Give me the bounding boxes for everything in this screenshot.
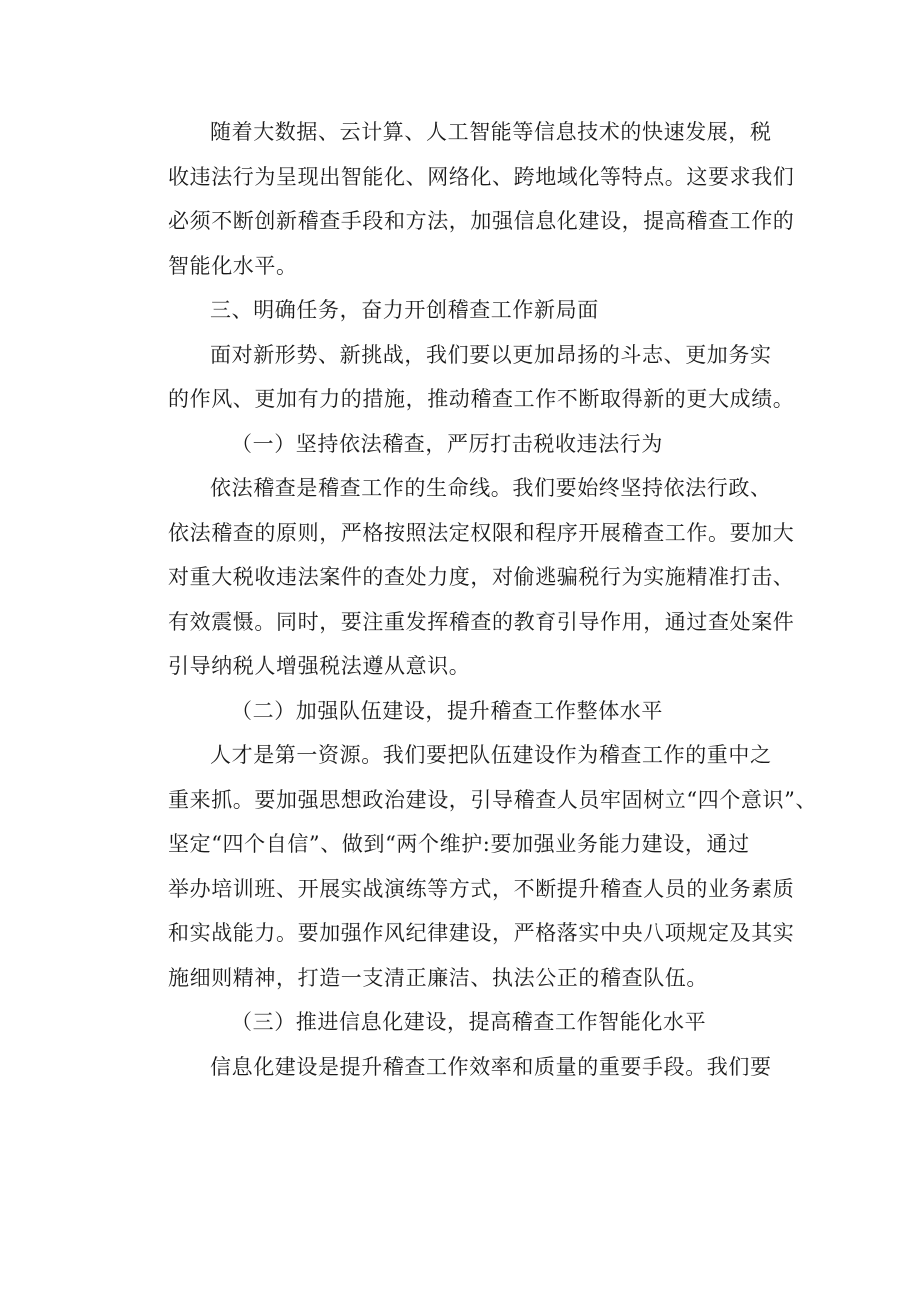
text-line: 面对新形势、新挑战，我们要以更加昂扬的斗志、更加务实 [210,342,772,367]
text-line: 必须不断创新稽查手段和方法，加强信息化建设，提高稽查工作的 [168,209,795,233]
text-line: 的作风、更加有力的措施，推动稽查工作不断取得新的更大成绩。 [168,387,795,411]
text-line: 坚定“四个自信”、做到“两个维护:要加强业务能力建设，通过 [168,832,750,856]
text-line: 和实战能力。要加强作风纪律建设，严格落实中央八项规定及其实 [168,921,795,945]
document-body [168,110,818,1089]
text-line: 有效震慑。同时，要注重发挥稽查的教育引导作用，通过查处案件 [168,609,795,634]
heading-line: （二）加强队伍建设，提升稽查工作整体水平 [231,698,663,723]
text-line: 收违法行为呈现出智能化、网络化、跨地域化等特点。这要求我们 [168,164,795,189]
paragraph-informatization-trend [168,110,795,288]
heading-line: （三）推进信息化建设，提高稽查工作智能化水平 [231,1010,707,1034]
section-heading-three [168,288,784,333]
heading-line: （一）坚持依法稽查，严厉打击税收违法行为 [231,431,663,456]
text-line: 重来抓。要加强思想政治建设，引导稽查人员牢固树立“四个意识”、 [168,787,818,812]
subheading-three [168,1000,784,1045]
text-line: 信息化建设是提升稽查工作效率和质量的重要手段。我们要 [210,1054,772,1079]
text-line: 人才是第一资源。我们要把队伍建设作为稽查工作的重中之 [210,743,772,767]
text-line: 举办培训班、开展实战演练等方式，不断提升稽查人员的业务素质 [168,876,795,901]
paragraph-new-challenges [168,333,795,422]
text-line: 依法稽查的原则，严格按照法定权限和程序开展稽查工作。要加大 [168,520,795,545]
subheading-one [168,422,784,467]
text-line: 引导纳税人增强税法遵从意识。 [168,654,471,678]
subheading-two [168,689,784,734]
paragraph-team-building [168,733,818,1000]
paragraph-law-based-inspection [168,466,795,689]
paragraph-informatization-construction [168,1045,784,1090]
text-line: 随着大数据、云计算、人工智能等信息技术的快速发展，税 [210,120,772,144]
text-line: 依法稽查是稽查工作的生命线。我们要始终坚持依法行政、 [210,476,772,500]
text-line: 施细则精神，打造一支清正廉洁、执法公正的稽查队伍。 [168,965,708,990]
text-line: 智能化水平。 [168,253,298,278]
heading-line: 三、明确任务，奋力开创稽查工作新局面 [210,298,599,322]
text-line: 对重大税收违法案件的查处力度，对偷逃骗税行为实施精准打击、 [168,565,795,589]
